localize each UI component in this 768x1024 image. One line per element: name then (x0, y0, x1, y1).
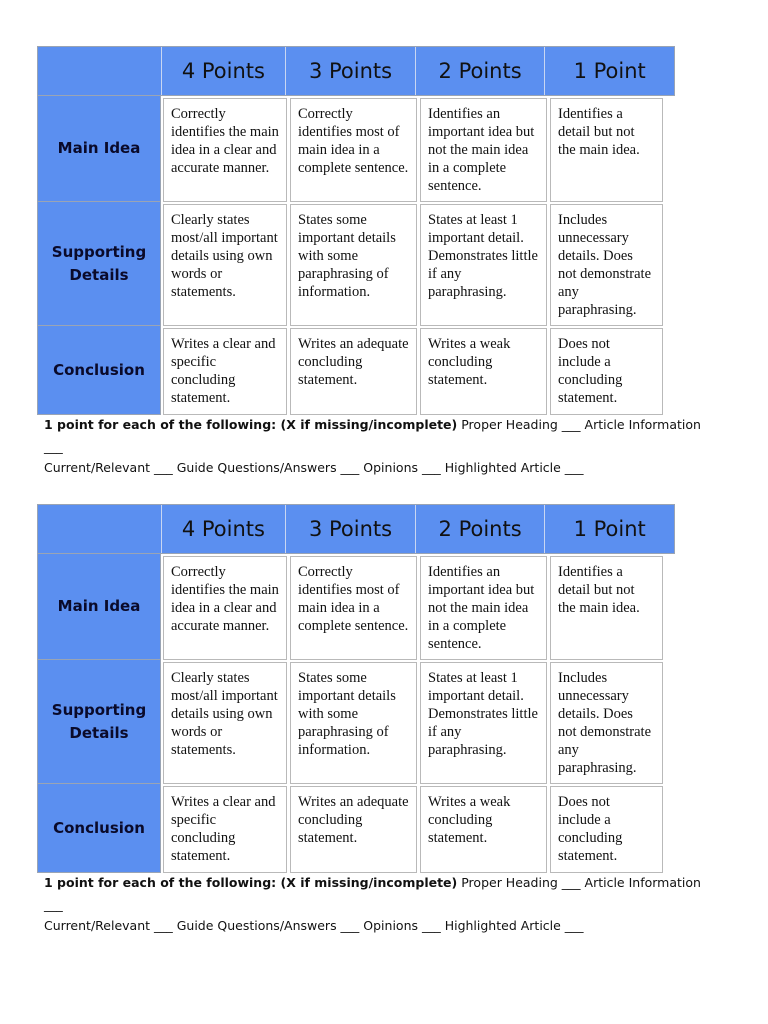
rubric-header-row (37, 504, 675, 554)
criteria-cell: Identifies an important idea but not the main idea in a complete sentence. (420, 98, 547, 202)
criteria-cell: Writes a weak concluding statement. (420, 786, 547, 873)
scoring-note-line2: Current/Relevant ___ Guide Questions/Answers ___ Opinions ___ Highlighted Article ___ (44, 460, 584, 475)
criteria-cell: Does not include a concluding statement. (550, 786, 663, 873)
scoring-note (44, 872, 704, 937)
criteria-cell: Correctly identifies the main idea in a clear and accurate manner. (163, 98, 287, 202)
scoring-note (44, 414, 704, 479)
rubric-header-row (37, 46, 675, 96)
row-label-conclusion: Conclusion (37, 326, 161, 415)
header-1-point: 1 Point (573, 59, 646, 83)
criteria-cell: Clearly states most/all important details using own words or statements. (163, 204, 287, 326)
criteria-cell: Identifies a detail but not the main idea. (550, 98, 663, 202)
scoring-note-bold: 1 point for each of the following: (X if missing/incomplete) (44, 875, 458, 890)
criteria-cell: Writes a weak concluding statement. (420, 328, 547, 415)
row-label-supporting-details: Supporting Details (37, 660, 161, 784)
scoring-note-bold: 1 point for each of the following: (X if missing/incomplete) (44, 417, 458, 432)
criteria-cell: Does not include a concluding statement. (550, 328, 663, 415)
header-1-point: 1 Point (573, 517, 646, 541)
header-corner-cell (38, 47, 162, 95)
header-corner-cell (38, 505, 162, 553)
criteria-cell: Correctly identifies most of main idea in a complete sentence. (290, 556, 417, 660)
criteria-cell: Writes a clear and specific concluding statement. (163, 786, 287, 873)
criteria-cell: Includes unnecessary details. Does not demonstrate any paraphrasing. (550, 662, 663, 784)
rubric-table (37, 46, 675, 415)
scoring-note-line1: Proper Heading ___ Article Information ___ (44, 417, 701, 454)
criteria-cell: Writes an adequate concluding statement. (290, 328, 417, 415)
rubric-table (37, 504, 675, 873)
criteria-cell: States some important details with some paraphrasing of information. (290, 204, 417, 326)
criteria-cell: States at least 1 important detail. Demonstrates little if any paraphrasing. (420, 662, 547, 784)
criteria-cell: Writes an adequate concluding statement. (290, 786, 417, 873)
rubric-row-conclusion (37, 784, 675, 873)
criteria-cell: Correctly identifies the main idea in a clear and accurate manner. (163, 556, 287, 660)
header-3-points: 3 Points (286, 47, 416, 95)
criteria-cell: Clearly states most/all important details using own words or statements. (163, 662, 287, 784)
criteria-cell: States some important details with some paraphrasing of information. (290, 662, 417, 784)
rubric-row-main-idea (37, 554, 675, 660)
rubric-row-main-idea (37, 96, 675, 202)
row-label-main-idea: Main Idea (37, 554, 161, 660)
criteria-cell: States at least 1 important detail. Demonstrates little if any paraphrasing. (420, 204, 547, 326)
criteria-cell: Writes a clear and specific concluding statement. (163, 328, 287, 415)
row-label-main-idea: Main Idea (37, 96, 161, 202)
rubric-row-supporting-details (37, 660, 675, 784)
criteria-cell: Identifies a detail but not the main idea. (550, 556, 663, 660)
row-label-conclusion: Conclusion (37, 784, 161, 873)
criteria-cell: Identifies an important idea but not the main idea in a complete sentence. (420, 556, 547, 660)
scoring-note-line1: Proper Heading ___ Article Information ___ (44, 875, 701, 912)
scoring-note-line2: Current/Relevant ___ Guide Questions/Answers ___ Opinions ___ Highlighted Article ___ (44, 918, 584, 933)
header-4-points: 4 Points (162, 505, 287, 553)
rubric-row-conclusion (37, 326, 675, 415)
header-2-points: 2 Points (416, 47, 546, 95)
row-label-supporting-details: Supporting Details (37, 202, 161, 326)
header-2-points: 2 Points (416, 505, 546, 553)
rubric-row-supporting-details (37, 202, 675, 326)
criteria-cell: Correctly identifies most of main idea in a complete sentence. (290, 98, 417, 202)
header-4-points: 4 Points (162, 47, 287, 95)
criteria-cell: Includes unnecessary details. Does not demonstrate any paraphrasing. (550, 204, 663, 326)
header-3-points: 3 Points (286, 505, 416, 553)
